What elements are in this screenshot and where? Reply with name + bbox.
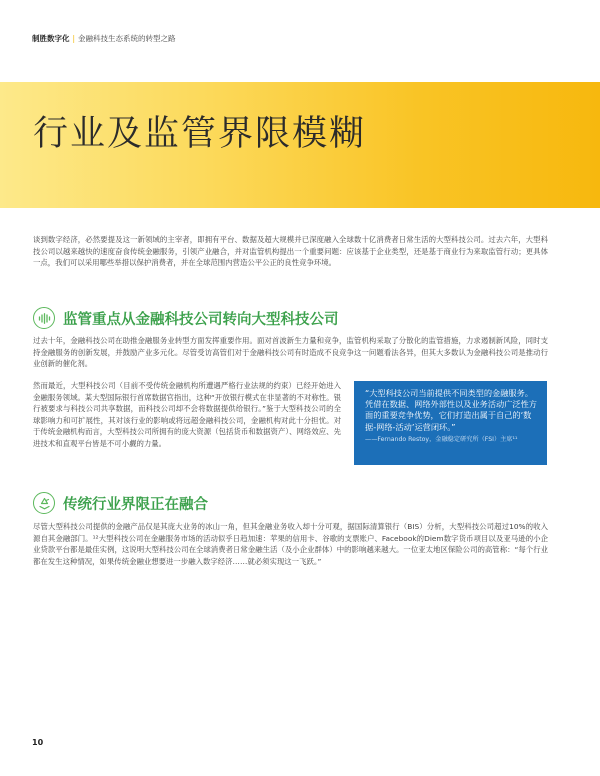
section-heading-text: 监管重点从金融科技公司转向大型科技公司 <box>63 311 339 328</box>
paragraph-industry-convergence: 尽管大型科技公司提供的金融产品仅是其庞大业务的冰山一角，但其金融业务收入却十分可观，据国际清算银行（BIS）分析，大型科技公司超过10%的收入源自其金融部门。¹²大型科技公司在金融服务市场的活动似乎日趋加速：苹果的信用卡、谷歌的支票账户、Facebook的Diem数字货币项目以及亚马逊的小企业贷款平台都是最佳实例，这说明大型科技公司在全球消费者日常金融生活（及小企业群体）中的影响越来越大。一位亚太地区保险公司的高管称：“每个行业都在发生这种情况，如果传统金融业想要进一步融入数字经济……就必须实现这一飞跃。” <box>33 522 548 566</box>
title-banner <box>0 82 600 208</box>
section-heading-text: 传统行业界限正在融合 <box>63 496 208 513</box>
paragraph-bigtech-entry: 然而最近，大型科技公司（目前不受传统金融机构所遭遇严格行业法规的约束）已经开始进入金融服务领域。某大型国际银行首席数据官指出，这种“开放银行模式在非显著的不对称性。银行被要求与科技公司共享数据，而科技公司却不会将数据提供给银行。”鉴于大型科技公司的全球影响力和可扩展性，其对该行业的影响或将远超金融科技公司，金融机构对此十分担忧。对于传统金融机构而言，大型科技公司所拥有的庞大资源（包括货币和数据资产）、网络效应、先进技术和直观平台皆是不可小觑的力量。 <box>33 381 341 448</box>
section-heading-convergence <box>33 492 208 514</box>
paragraph-fintech-decade: 过去十年，金融科技公司在助推金融服务业转型方面发挥重要作用。面对首波新生力量和竞争，监管机构采取了分散化的监管措施，力求遏制新风险，同时支持金融服务的创新发展，并鼓励产业多元化。尽管受访高管们对于金融科技公司有时造成不良竞争这一问题看法各异，但其大多数认为金融科技公司是推动行业创新的催化剂。 <box>33 336 548 369</box>
pull-quote-attribution: ——Fernando Restoy，金融稳定研究所（FSI）主席¹¹ <box>365 435 518 443</box>
header-brand: 制胜数字化 <box>32 34 70 43</box>
section-heading-regulation <box>33 307 339 329</box>
sound-wave-icon <box>33 307 55 329</box>
running-header <box>32 33 176 44</box>
pull-quote <box>354 381 547 465</box>
intro-paragraph: 谈到数字经济，必然要提及这一新领域的主宰者，即拥有平台、数据及超大规模并已深度融入全球数十亿消费者日常生活的大型科技公司。过去六年，大型科技公司以越来越快的速度奋食传统金融服务，引领产业融合，并对监管机构提出一个重要问题：应该基于企业类型，还是基于商业行为来取监管行动；更具体一点，我们可以采用哪些举措以保护消费者，并在全球范围内营造公平公正的良性竞争环境。 <box>33 235 548 268</box>
header-subtitle: 金融科技生态系统的转型之路 <box>78 34 176 43</box>
page-title: 行业及监管界限模糊 <box>33 114 367 154</box>
page-number: 10 <box>32 738 44 747</box>
header-separator: | <box>72 34 76 43</box>
pull-quote-text: “大型科技公司当前提供不同类型的金融服务。凭借在数据、网络外部性以及业务活动广泛性方面的重要竞争优势，它们打造出属于自己的‘数据-网络-活动’运营闭环。” <box>365 388 537 432</box>
recycle-icon <box>33 492 55 514</box>
